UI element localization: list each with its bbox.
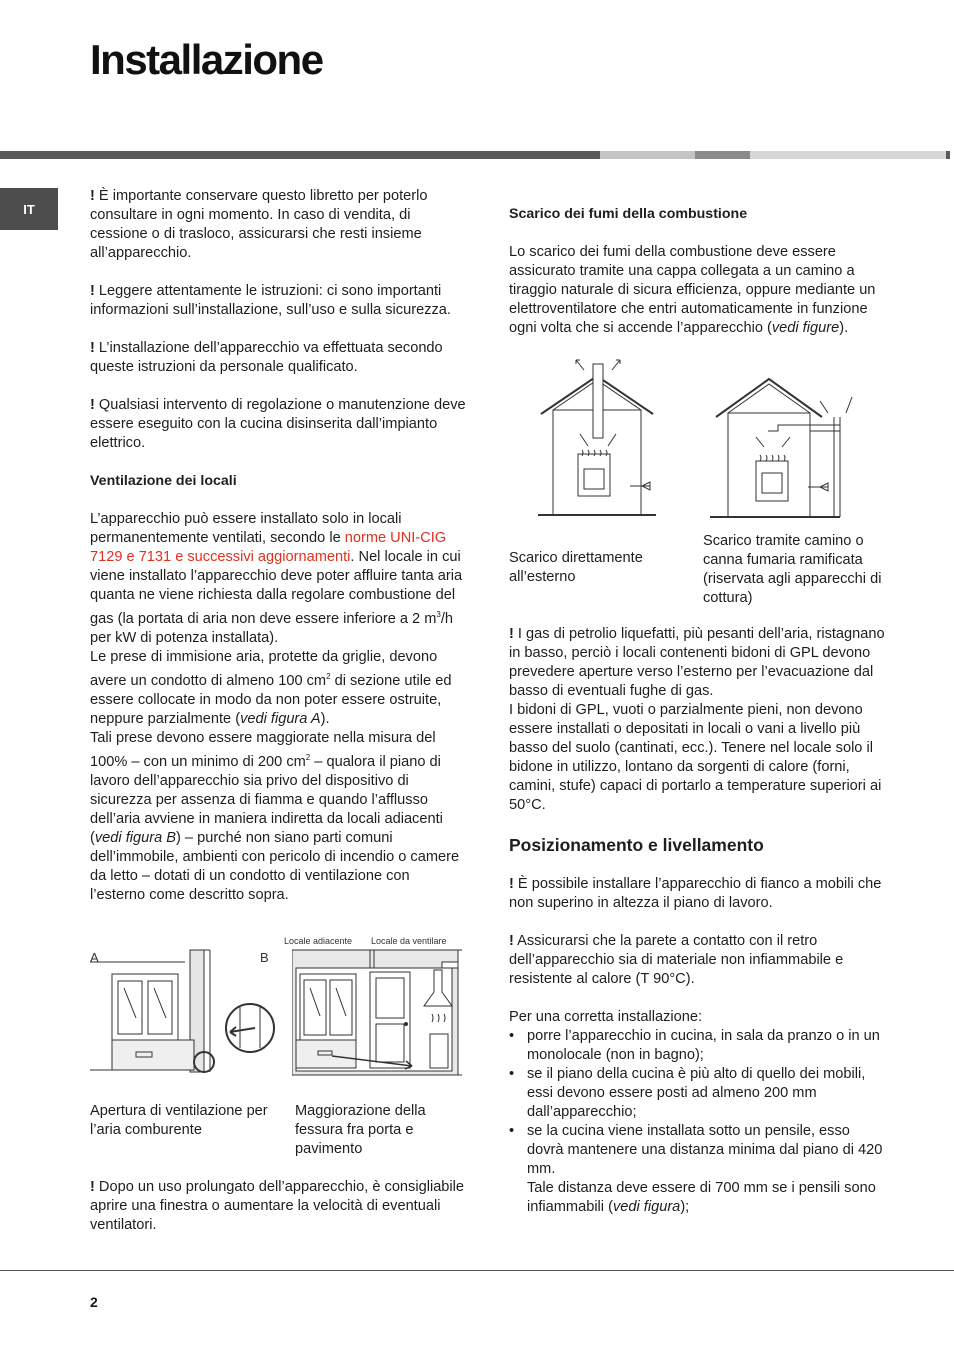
caption-figure-b: Maggiorazione della fessura fra porta e pavimento	[295, 1103, 426, 1157]
positioning-title: Posizionamento e livellamento	[509, 835, 764, 855]
gpl-storage: I bidoni di GPL, vuoti o parzialmente pieni, non devono essere installati o depositati in locali o vani a livello più basso del suolo (cantinati, ecc.). Tenere nel locale solo il bidone in utilizzo, lontano da sorgenti di calore (forni, camini, stufe) capaci di portarlo a temperature superiori ai 50°C.	[509, 702, 882, 813]
fumes-heading: Scarico dei fumi della combustione	[509, 206, 748, 222]
ventilation-heading: Ventilazione dei locali	[90, 473, 237, 489]
caption-figure-a: Apertura di ventilazione per l’aria comburente	[90, 1103, 268, 1138]
header-bar-end	[946, 151, 950, 159]
list-item: • se la cucina viene installata sotto un pensile, esso dovrà mantenere una distanza minima dal piano di 420 mm.	[509, 1122, 885, 1179]
list-item: • se il piano della cucina è più alto di quello dei mobili, essi devono essere posti ad almeno 200 mm dall’apparecchio;	[509, 1065, 885, 1122]
norm-reference: norme UNI-CIG 7129 e 7131 e successivi aggiornamenti	[90, 530, 447, 565]
left-column	[90, 187, 466, 905]
right-column-top	[509, 205, 885, 338]
warning-ventilate-room: ! Dopo un uso prolungato dell’apparecchio, è consigliabile aprire una finestra o aumentare la velocità di eventuali ventilatori.	[90, 1179, 465, 1233]
fumes-text: Lo scarico dei fumi della combustione deve essere assicurato tramite una cappa collegata a un camino a tiraggio naturale di sicura efficienza, oppure mediante un elettroventilatore che entri automaticamente in funzione ogni volta che si accende l’apparecchio (vedi figure).	[509, 244, 876, 336]
figure-a-letter: A	[90, 950, 99, 965]
header-bar-light-end	[750, 151, 946, 159]
installation-list-note: Tale distanza deve essere di 700 mm se i pensili sono infiammabili (vedi figura);	[527, 1180, 876, 1215]
installation-list	[509, 1027, 885, 1179]
gpl-warning: ! I gas di petrolio liquefatti, più pesanti dell’aria, ristagnano in basso, perciò i locali contenenti bidoni di GPL devono prevedere aperture verso l’esterno per l’evacuazione dal basso di eventuali fughe di gas.	[509, 626, 885, 699]
caption-chimney-exhaust: Scarico tramite camino o canna fumaria ramificata (riservata agli apparecchi di cottura)	[703, 533, 882, 606]
warning-keep-manual: ! È importante conservare questo libretto per poterlo consultare in ogni momento. In caso di vendita, di cessione o di trasloco, assicurarsi che resti insieme all’apparecchio.	[90, 188, 428, 261]
positioning-wall: ! Assicurarsi che la parete a contatto con il retro dell’apparecchio sia di materiale non infiammabile e resistente al calore (T 90°C).	[509, 933, 844, 987]
list-item: • porre l’apparecchio in cucina, in sala da pranzo o in un monolocale (non in bagno);	[509, 1027, 885, 1065]
language-tab: IT	[0, 188, 58, 230]
page-title: Installazione	[90, 36, 323, 83]
warning-read-instructions: ! Leggere attentamente le istruzioni: ci sono importanti informazioni sull’installazione, sull’uso e sulla sicurezza.	[90, 283, 451, 318]
installation-intro: Per una corretta installazione:	[509, 1009, 703, 1025]
figure-b-ventilation	[292, 948, 462, 1078]
label-adjacent-room: Locale adiacente	[284, 936, 353, 946]
figure-a-ventilation	[90, 948, 280, 1078]
page-number: 2	[90, 1294, 98, 1310]
figure-direct-exhaust	[538, 354, 656, 519]
figure-chimney-exhaust	[700, 375, 860, 520]
warning-qualified-staff: ! L’installazione dell’apparecchio va effettuata secondo queste istruzioni da personale qualificato.	[90, 340, 443, 375]
footer-divider	[0, 1270, 954, 1271]
right-column-bottom	[509, 625, 885, 1217]
header-bar-mid	[695, 151, 750, 159]
figure-b-letter: B	[260, 950, 269, 965]
caption-direct-exhaust: Scarico direttamente all’esterno	[509, 550, 643, 585]
header-bar-dark	[0, 151, 600, 159]
positioning-side-furniture: ! È possibile installare l’apparecchio di fianco a mobili che non superino in altezza il piano di lavoro.	[509, 876, 882, 911]
warning-disconnect: ! Qualsiasi intervento di regolazione o manutenzione deve essere eseguito con la cucina disinserita dall’impianto elettrico.	[90, 397, 466, 451]
ventilation-text: L’apparecchio può essere installato solo in locali permanentemente ventilati, secondo le norme UNI-CIG 7129 e 7131 e successivi aggiornamenti. Nel locale in cui viene installato l’apparecchio deve poter affluire tanta aria quanta ne viene richiesta dalla regolare combustione del gas (la portata di aria non deve essere inferiore a 2 $m^3/h$ per kW di potenza installata). Le prese di immisione aria, protette da griglie, devono avere un condotto di almeno 100 $cm^2$ di sezione utile ed essere collocate in modo da non poter essere ostruite, neppure parzialmente (vedi figura A). Tali prese devono essere maggiorate nella misura del 100% – con un minimo di 200 $cm^2$ – qualora il piano di lavoro dell’apparecchio sia privo del dispositivo di sicurezza per assenza di fiamma e quando l’afflusso dell’aria avviene in maniera indiretta da locali adiacenti (vedi figura B) – purché non siano parti comuni dell’immobile, ambienti con pericolo di incendio o camere da letto – dotati di un condotto di ventilazione con l’esterno come descritto sopra.	[90, 511, 463, 903]
label-room-to-ventilate: Locale da ventilare	[371, 936, 447, 946]
header-bar-light	[600, 151, 695, 159]
